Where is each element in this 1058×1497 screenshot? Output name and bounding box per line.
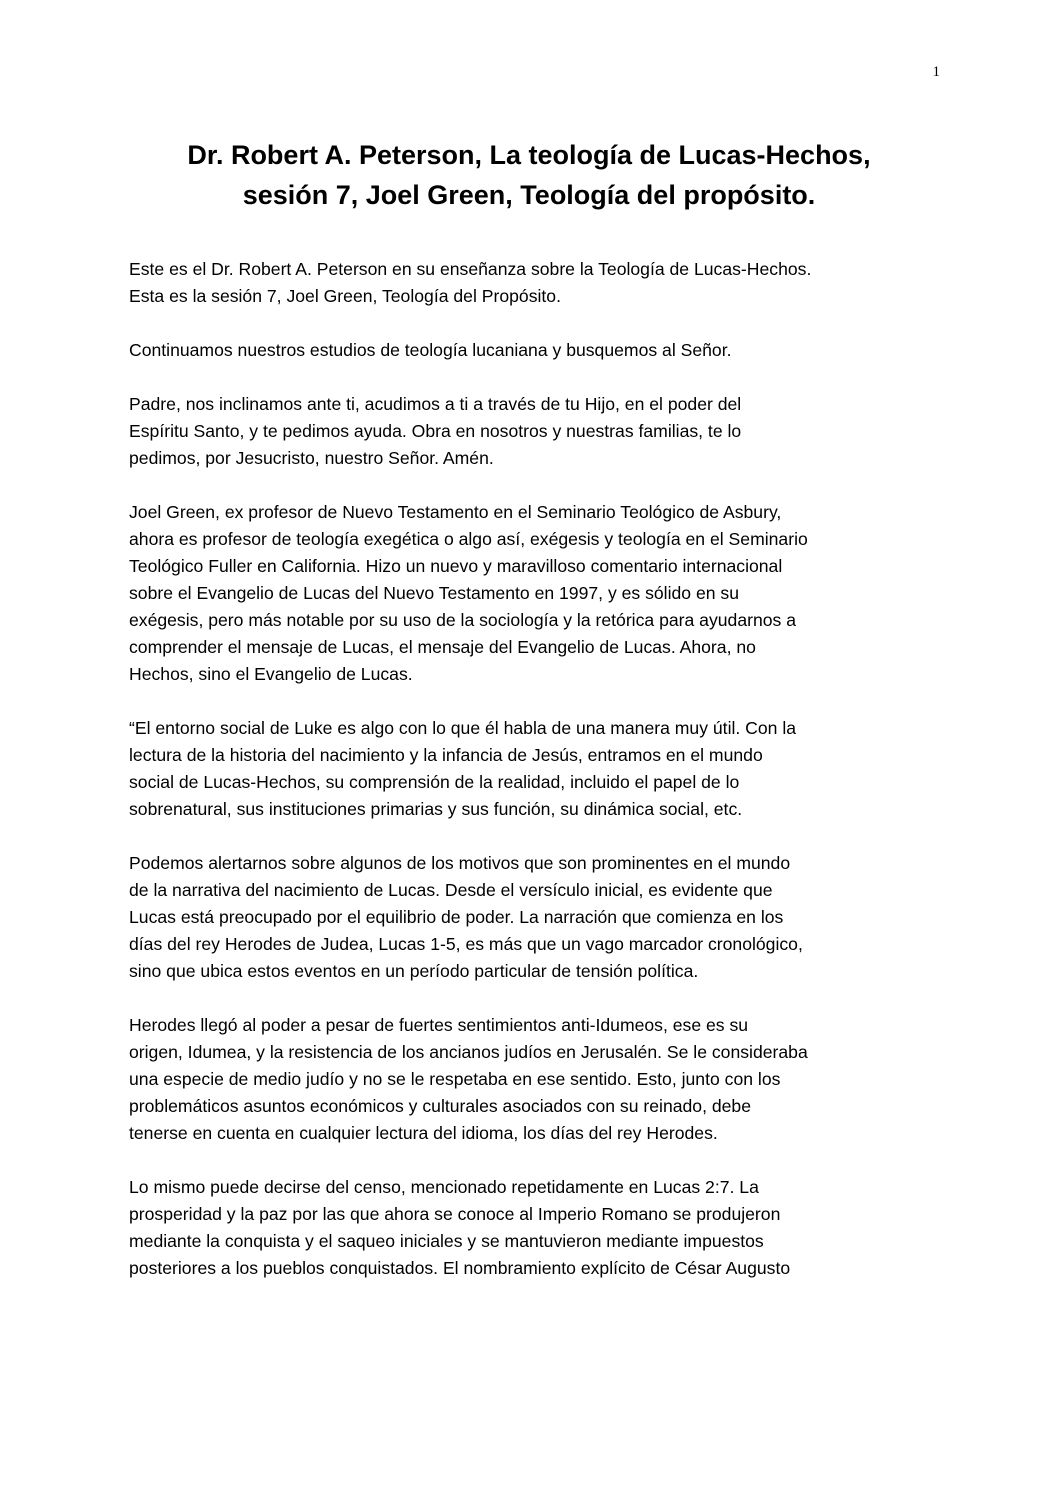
- paragraph: [129, 499, 949, 688]
- title-line: sesión 7, Joel Green, Teología del propósito.: [242, 180, 816, 210]
- text-line: sino que ubica estos eventos en un período particular de tensión política.: [129, 961, 699, 981]
- text-line: comprender el mensaje de Lucas, el mensaje del Evangelio de Lucas. Ahora, no: [129, 637, 756, 657]
- text-line: sobre el Evangelio de Lucas del Nuevo Testamento en 1997, y es sólido en su: [129, 583, 739, 603]
- paragraph: [129, 391, 949, 472]
- text-line: de la narrativa del nacimiento de Lucas. Desde el versículo inicial, es evidente que: [129, 880, 773, 900]
- text-line: origen, Idumea, y la resistencia de los ancianos judíos en Jerusalén. Se le consideraba: [129, 1042, 808, 1062]
- text-line: posteriores a los pueblos conquistados. El nombramiento explícito de César Augusto: [129, 1258, 791, 1278]
- paragraph: [129, 715, 949, 823]
- text-line: Continuamos nuestros estudios de teología lucaniana y busquemos al Señor.: [129, 340, 732, 360]
- text-line: Teológico Fuller en California. Hizo un nuevo y maravilloso comentario internacional: [129, 556, 783, 576]
- text-line: Esta es la sesión 7, Joel Green, Teología del Propósito.: [129, 286, 561, 306]
- text-line: prosperidad y la paz por las que ahora se conoce al Imperio Romano se produjeron: [129, 1204, 781, 1224]
- paragraph: [129, 337, 949, 364]
- text-line: Lo mismo puede decirse del censo, mencionado repetidamente en Lucas 2:7. La: [129, 1177, 759, 1197]
- text-line: Podemos alertarnos sobre algunos de los motivos que son prominentes en el mundo: [129, 853, 791, 873]
- text-line: exégesis, pero más notable por su uso de la sociología y la retórica para ayudarnos a: [129, 610, 796, 630]
- text-line: Joel Green, ex profesor de Nuevo Testamento en el Seminario Teológico de Asbury,: [129, 502, 782, 522]
- text-line: mediante la conquista y el saqueo iniciales y se mantuvieron mediante impuestos: [129, 1231, 764, 1251]
- text-line: Herodes llegó al poder a pesar de fuertes sentimientos anti-Idumeos, ese es su: [129, 1015, 749, 1035]
- document-body: [129, 256, 949, 1309]
- text-line: Espíritu Santo, y te pedimos ayuda. Obra en nosotros y nuestras familias, te lo: [129, 421, 742, 441]
- paragraph: [129, 1012, 949, 1147]
- paragraph: [129, 256, 949, 310]
- text-line: pedimos, por Jesucristo, nuestro Señor. Amén.: [129, 448, 494, 468]
- text-line: una especie de medio judío y no se le respetaba en ese sentido. Esto, junto con los: [129, 1069, 781, 1089]
- text-line: Este es el Dr. Robert A. Peterson en su enseñanza sobre la Teología de Lucas-Hechos.: [129, 259, 812, 279]
- text-line: social de Lucas-Hechos, su comprensión de la realidad, incluido el papel de lo: [129, 772, 740, 792]
- text-line: días del rey Herodes de Judea, Lucas 1-5, es más que un vago marcador cronológico,: [129, 934, 803, 954]
- page-number: 1: [932, 64, 940, 80]
- text-line: Padre, nos inclinamos ante ti, acudimos a ti a través de tu Hijo, en el poder del: [129, 394, 742, 414]
- text-line: Lucas está preocupado por el equilibrio de poder. La narración que comienza en los: [129, 907, 784, 927]
- title-line: Dr. Robert A. Peterson, La teología de Lucas-Hechos,: [187, 140, 871, 170]
- paragraph: [129, 850, 949, 985]
- text-line: Hechos, sino el Evangelio de Lucas.: [129, 664, 413, 684]
- text-line: tenerse en cuenta en cualquier lectura del idioma, los días del rey Herodes.: [129, 1123, 718, 1143]
- text-line: sobrenatural, sus instituciones primarias y sus función, su dinámica social, etc.: [129, 799, 743, 819]
- text-line: lectura de la historia del nacimiento y la infancia de Jesús, entramos en el mundo: [129, 745, 763, 765]
- document-title: [100, 135, 958, 215]
- text-line: problemáticos asuntos económicos y culturales asociados con su reinado, debe: [129, 1096, 752, 1116]
- text-line: ahora es profesor de teología exegética o algo así, exégesis y teología en el Seminario: [129, 529, 808, 549]
- paragraph: [129, 1174, 949, 1282]
- text-line: “El entorno social de Luke es algo con lo que él habla de una manera muy útil. Con la: [129, 718, 797, 738]
